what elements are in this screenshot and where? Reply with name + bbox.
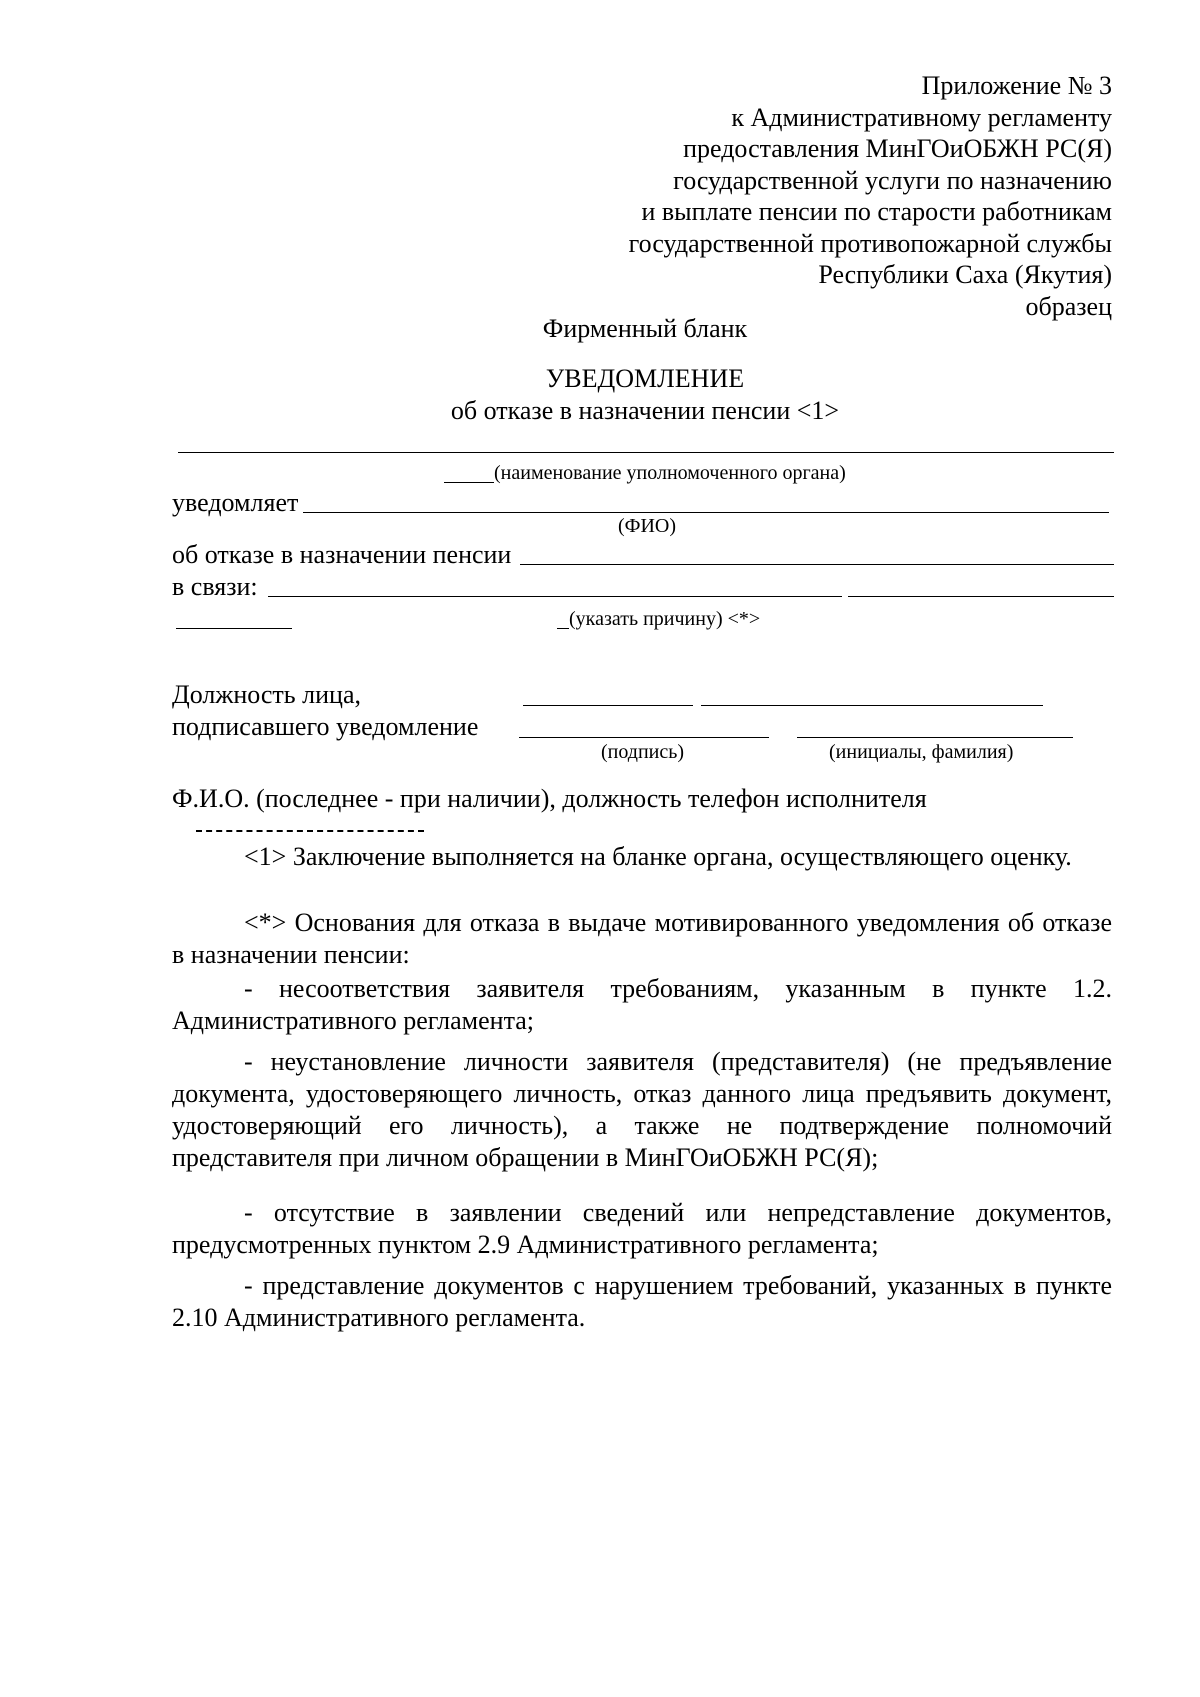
due-to-label: в связи:: [172, 572, 258, 601]
reason-continuation-line: [176, 628, 292, 629]
reason-line-1: [268, 596, 842, 597]
header-line: Республики Саха (Якутия): [818, 260, 1112, 289]
authority-caption-underline: [444, 482, 494, 483]
footnote-asterisk: <*> Основания для отказа в выдаче мотивированного уведомления об отказе в назначении пенсии:: [172, 908, 1112, 969]
footnote-separator: [196, 830, 424, 832]
fio-line: [303, 512, 1109, 513]
fio-caption: (ФИО): [618, 515, 677, 537]
reason-caption-underline: [557, 628, 569, 629]
appendix-header: [629, 70, 1112, 322]
signature-caption: (подпись): [601, 741, 685, 763]
refusal-reason-item: - несоответствия заявителя требованиям, указанным в пункте 1.2. Административного регламента;: [172, 974, 1112, 1035]
initials-line: [797, 737, 1073, 738]
document-title: УВЕДОМЛЕНИЕ: [545, 364, 745, 393]
reason-line-2: [848, 596, 1114, 597]
refusal-reason-item: - отсутствие в заявлении сведений или непредставление документов, предусмотренных пунктом 2.9 Административного регламента;: [172, 1198, 1112, 1259]
header-line: образец: [1025, 291, 1112, 321]
authority-caption: (наименование уполномоченного органа): [494, 462, 846, 484]
position-label-line-1: Должность лица,: [172, 680, 361, 709]
header-line: к Административному регламенту: [731, 102, 1112, 132]
header-line: Приложение № 3: [921, 71, 1112, 100]
refusal-line: [520, 564, 1114, 565]
header-line: государственной противопожарной службы: [628, 228, 1112, 258]
refusal-label: об отказе в назначении пенсии: [172, 540, 512, 569]
notifies-label: уведомляет: [172, 488, 299, 517]
authority-name-line: [178, 452, 1114, 453]
refusal-reason-item: - неустановление личности заявителя (представителя) (не предъявление документа, удостоверяющего личность, отказ данного лица предъявить документ, удостоверяющий его личность), а также не подтверждение полномочий представителя при личном обращении в МинГОиОБЖН РС(Я);: [172, 1047, 1112, 1172]
header-line: и выплате пенсии по старости работникам: [641, 197, 1112, 226]
letterhead-label: Фирменный бланк: [542, 314, 748, 343]
executor-line: Ф.И.О. (последнее - при наличии), должность телефон исполнителя: [172, 784, 927, 813]
position-line-a: [523, 705, 693, 706]
document-subtitle: об отказе в назначении пенсии <1>: [450, 396, 840, 425]
footnote-1: <1> Заключение выполняется на бланке органа, осуществляющего оценку.: [244, 842, 1072, 871]
header-line: предоставления МинГОиОБЖН РС(Я): [683, 134, 1112, 163]
signature-line: [519, 737, 769, 738]
position-line-b: [701, 705, 1043, 706]
reason-caption: (указать причину) <*>: [569, 608, 761, 630]
position-label-line-2: подписавшего уведомление: [172, 712, 479, 741]
header-line: государственной услуги по назначению: [673, 165, 1112, 195]
refusal-reason-item: - представление документов с нарушением требований, указанных в пункте 2.10 Административного регламента.: [172, 1271, 1112, 1332]
initials-caption: (инициалы, фамилия): [829, 741, 1014, 763]
